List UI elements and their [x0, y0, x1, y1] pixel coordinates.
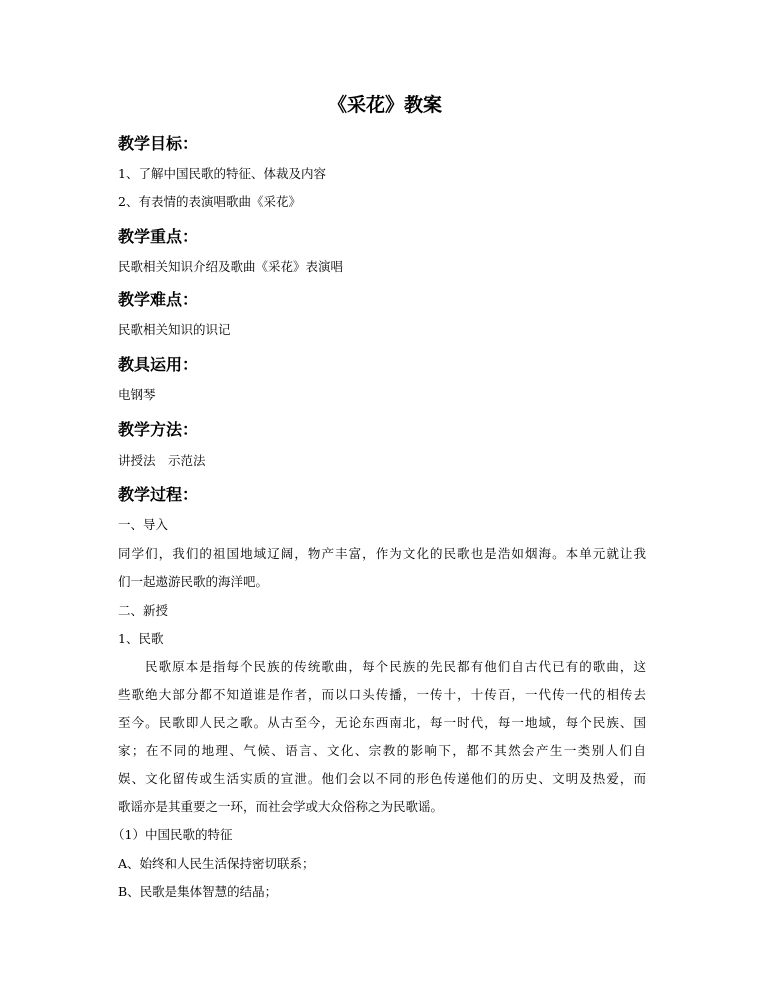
intro-line-1: 同学们，我们的祖国地域辽阔，物产丰富，作为文化的民歌也是浩如烟海。本单元就让我 — [118, 546, 646, 561]
methods-text: 讲授法 示范法 — [118, 453, 206, 468]
feature-item-a: A、始终和人民生活保持密切联系； — [118, 856, 315, 871]
intro-label: 一、导入 — [118, 517, 169, 532]
tools-text: 电钢琴 — [118, 387, 156, 402]
paragraph-line-6: 歌谣亦是其重要之一环，而社会学或大众俗称之为民歌谣。 — [118, 799, 444, 814]
goal-item-1: 1、了解中国民歌的特征、体裁及内容 — [118, 166, 326, 181]
new-label: 二、新授 — [118, 603, 169, 618]
heading-difficulties: 教学难点： — [118, 290, 199, 309]
features-label: （1）中国民歌的特征 — [112, 827, 233, 842]
feature-item-b: B、民歌是集体智慧的结晶； — [118, 884, 278, 899]
paragraph-line-4: 家；在不同的地理、气候、语言、文化、宗教的影响下，都不其然会产生一类别人们自 — [118, 743, 646, 758]
heading-goals: 教学目标： — [118, 134, 199, 153]
heading-methods: 教学方法： — [118, 420, 199, 439]
difficulties-text: 民歌相关知识的识记 — [118, 322, 231, 337]
heading-key-points: 教学重点： — [118, 227, 199, 246]
paragraph-line-3: 至今。民歌即人民之歌。从古至今，无论东西南北，每一时代，每一地域，每个民族、国 — [118, 715, 646, 730]
document-title: 《采花》教案 — [327, 94, 442, 116]
paragraph-line-1: 民歌原本是指每个民族的传统歌曲，每个民族的先民都有他们自古代已有的歌曲，这 — [145, 659, 646, 674]
paragraph-line-2: 些歌绝大部分都不知道谁是作者，而以口头传播，一传十，十传百，一代传一代的相传去 — [118, 687, 646, 702]
folk-song-label: 1、民歌 — [118, 631, 164, 646]
heading-tools: 教具运用： — [118, 355, 199, 374]
key-points-text: 民歌相关知识介绍及歌曲《采花》表演唱 — [118, 259, 344, 274]
heading-process: 教学过程： — [118, 485, 199, 504]
intro-line-2: 们一起遨游民歌的海洋吧。 — [118, 574, 269, 589]
paragraph-line-5: 娱、文化留传或生活实质的宣泄。他们会以不同的形色传递他们的历史、文明及热爱，而 — [118, 771, 646, 786]
goal-item-2: 2、有表情的表演唱歌曲《采花》 — [118, 194, 301, 209]
